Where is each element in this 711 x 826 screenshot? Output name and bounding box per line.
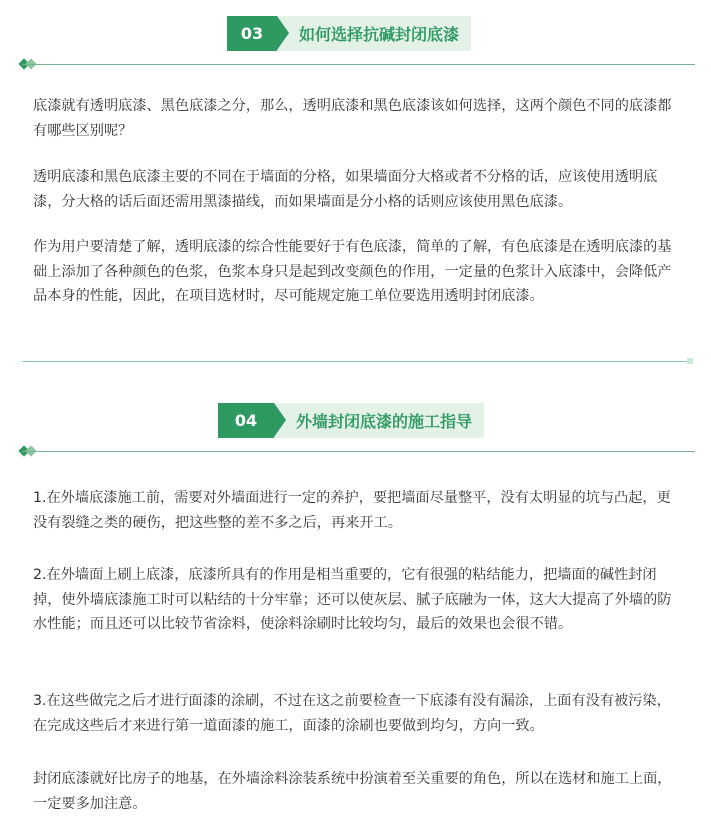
section-title: 如何选择抗碱封闭底漆 (277, 16, 471, 51)
paragraph: 底漆就有透明底漆、黑色底漆之分，那么，透明底漆和黑色底漆该如何选择，这两个颜色不同的底漆都有哪些区别呢？ (33, 98, 672, 139)
separator-end-mark (687, 358, 693, 364)
section-divider (22, 64, 695, 65)
section-title: 外墙封闭底漆的施工指导 (274, 403, 484, 438)
section-divider (22, 451, 695, 452)
paragraph: 透明底漆和黑色底漆主要的不同在于墙面的分格，如果墙面分大格或者不分格的话，应该使用透明底漆，分大格的话后面还需用黑漆描线，而如果墙面是分小格的话则应该使用黑色底漆。 (33, 169, 658, 210)
paragraph: 1.在外墙底漆施工前，需要对外墙面进行一定的养护，要把墙面尽量整平，没有太明显的坑与凸起，更没有裂缝之类的硬伤，把这些整的差不多之后，再来开工。 (33, 490, 671, 531)
section-badge (218, 403, 484, 438)
section-number: 03 (227, 16, 277, 51)
section-badge (227, 16, 471, 51)
section-separator (22, 361, 689, 362)
section-03-header (0, 16, 711, 56)
section-number: 04 (218, 403, 274, 438)
paragraph: 2.在外墙面上刷上底漆，底漆所具有的作用是相当重要的，它有很强的粘结能力，把墙面的碱性封闭掉，使外墙底漆施工时可以粘结的十分牢靠；还可以使灰层、腻子底融为一体，这大大提高了外墙的防水性能；而且还可以比较节省涂料，使涂料涂刷时比较均匀，最后的效果也会很不错。 (33, 567, 672, 633)
paragraph: 封闭底漆就好比房子的地基，在外墙涂料涂装系统中扮演着至关重要的角色，所以在选材和施工上面，一定要多加注意。 (33, 771, 672, 812)
paragraph: 作为用户要清楚了解，透明底漆的综合性能要好于有色底漆，简单的了解，有色底漆是在透明底漆的基础上添加了各种颜色的色浆，色浆本身只是起到改变颜色的作用，一定量的色浆计入底漆中，会降低产品本身的性能，因此，在项目选材时，尽可能规定施工单位要选用透明封闭底漆。 (33, 239, 672, 305)
section-04-header (0, 403, 711, 443)
paragraph: 3.在这些做完之后才进行面漆的涂刷，不过在这之前要检查一下底漆有没有漏涂，上面有没有被污染，在完成这些后才来进行第一道面漆的施工，面漆的涂刷也要做到均匀，方向一致。 (33, 693, 671, 734)
